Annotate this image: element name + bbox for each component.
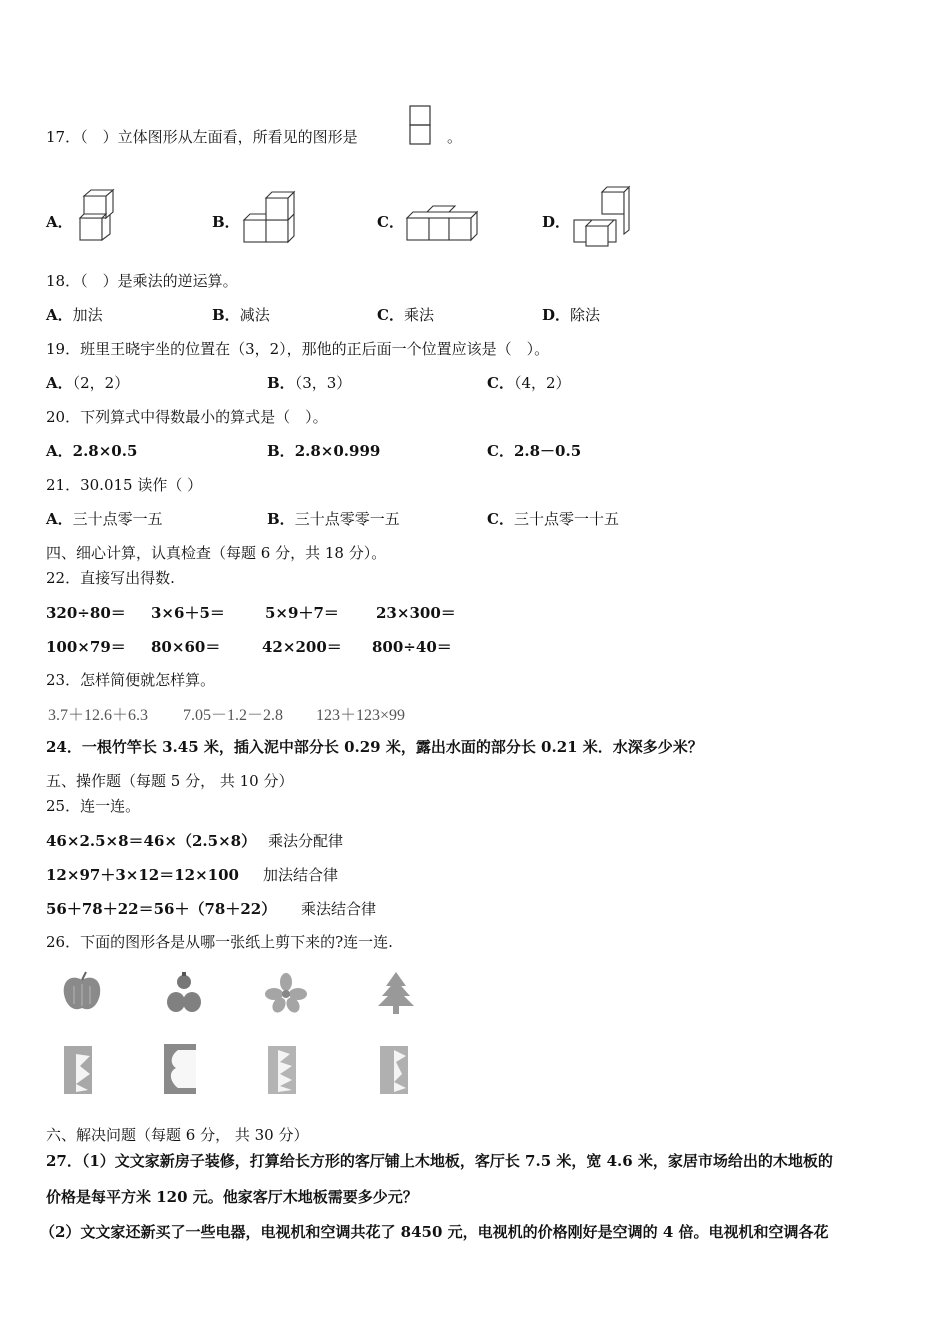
q20-option-a[interactable] bbox=[46, 441, 137, 461]
q19-option-a-text: （2，2） bbox=[72, 374, 130, 392]
q19-option-b[interactable] bbox=[267, 373, 351, 393]
q20-text: 20．下列算式中得数最小的算式是（ ）。 bbox=[46, 408, 328, 426]
q20-option-a-label: A． bbox=[46, 442, 73, 460]
q22-item: 42×200＝ bbox=[262, 638, 342, 656]
q17-text bbox=[46, 127, 358, 147]
q20-option-b-label: B． bbox=[267, 442, 295, 460]
q21-option-c[interactable] bbox=[487, 509, 619, 529]
q18-text: 18．（ ）是乘法的逆运算。 bbox=[46, 272, 238, 290]
q25-law[interactable]: 乘法分配律 bbox=[268, 832, 344, 850]
q19-option-c-text: （4，2） bbox=[513, 374, 571, 392]
q21-text: 21．30.015 读作（ ） bbox=[46, 476, 203, 494]
q18-option-c-label: C． bbox=[377, 306, 404, 324]
gourd-shape-icon[interactable] bbox=[164, 970, 204, 1016]
q20-option-b-text: 2.8×0.999 bbox=[294, 442, 381, 460]
q23-expression: 3.7＋12.6＋6.3 bbox=[48, 707, 149, 724]
q22-text: 22．直接写出得数. bbox=[46, 569, 175, 587]
q18-option-c-text: 乘法 bbox=[403, 306, 434, 324]
apple-shape-icon[interactable] bbox=[60, 970, 104, 1014]
q25-law[interactable]: 加法结合律 bbox=[263, 866, 339, 884]
q20-option-a-text: 2.8×0.5 bbox=[72, 442, 138, 460]
q17-option-a-label[interactable]: A． bbox=[46, 213, 73, 231]
q25-law[interactable]: 乘法结合律 bbox=[301, 900, 377, 918]
q27-line-2: 价格是每平方米 120 元。他家客厅木地板需要多少元？ bbox=[46, 1188, 418, 1206]
q17-option-c-label[interactable]: C． bbox=[377, 213, 404, 231]
q19-option-c-label: C． bbox=[487, 374, 514, 392]
q18-option-b-text: 减法 bbox=[239, 306, 270, 324]
q18-option-d[interactable] bbox=[542, 305, 600, 325]
q21-option-b-text: 三十点零零一五 bbox=[294, 510, 400, 528]
q21-option-b[interactable] bbox=[267, 509, 400, 529]
q17-option-a-cubes bbox=[76, 184, 116, 244]
q17-left-view-figure bbox=[409, 105, 431, 147]
q27-line-1: 27．（1）文文家新房子装修，打算给长方形的客厅铺上木地板，客厅长 7.5 米，宽 4.6 米，家居市场给出的木地板的 bbox=[46, 1152, 833, 1170]
section-4-heading: 四、细心计算，认真检查（每题 6 分，共 18 分）。 bbox=[46, 544, 387, 562]
q17-option-d-label[interactable]: D． bbox=[542, 213, 571, 231]
section-5-heading: 五、操作题（每题 5 分， 共 10 分） bbox=[46, 772, 294, 790]
q21-option-c-text: 三十点零一十五 bbox=[513, 510, 619, 528]
q25-expression: 56＋78＋22＝56＋（78＋22） bbox=[46, 900, 277, 918]
paper-cutout-3-icon[interactable] bbox=[266, 1044, 300, 1096]
q18-option-b-label: B． bbox=[212, 306, 240, 324]
q24-text: 24．一根竹竿长 3.45 米，插入泥中部分长 0.29 米，露出水面的部分长 0.21 米．水深多少米？ bbox=[46, 738, 703, 756]
q22-item: 5×9＋7＝ bbox=[265, 604, 339, 622]
q23-text: 23．怎样简便就怎样算。 bbox=[46, 671, 216, 689]
q25-expression: 46×2.5×8＝46×（2.5×8） bbox=[46, 832, 257, 850]
q22-item: 23×300＝ bbox=[376, 604, 456, 622]
q19-text: 19．班里王晓宇坐的位置在（3，2），那他的正后面一个位置应该是（ ）。 bbox=[46, 340, 550, 358]
q17-tail: 。 bbox=[447, 128, 463, 146]
q19-option-a[interactable] bbox=[46, 373, 129, 393]
q18-option-a-text: 加法 bbox=[72, 306, 103, 324]
q22-item: 320÷80＝ bbox=[46, 604, 126, 622]
q18-option-a-label: A． bbox=[46, 306, 73, 324]
q19-option-a-label: A． bbox=[46, 374, 73, 392]
q17-option-b-cubes bbox=[242, 192, 297, 246]
tree-shape-icon[interactable] bbox=[376, 970, 416, 1016]
q22-item: 80×60＝ bbox=[151, 638, 221, 656]
q18-option-c[interactable] bbox=[377, 305, 434, 325]
paper-cutout-4-icon[interactable] bbox=[378, 1044, 412, 1096]
q17-option-c-cubes bbox=[405, 206, 480, 244]
q20-option-c-label: C． bbox=[487, 442, 514, 460]
q17-stem: 17．（ ）立体图形从左面看，所看见的图形是 bbox=[46, 128, 358, 146]
q21-option-c-label: C． bbox=[487, 510, 514, 528]
q25-expression: 12×97＋3×12＝12×100 bbox=[46, 866, 239, 884]
q17-option-d-cubes bbox=[572, 184, 632, 248]
q25-text: 25．连一连。 bbox=[46, 797, 141, 815]
q19-option-b-label: B． bbox=[267, 374, 295, 392]
q23-expression: 123＋123×99 bbox=[316, 707, 406, 724]
q22-item: 3×6＋5＝ bbox=[151, 604, 225, 622]
q20-option-c-text: 2.8－0.5 bbox=[513, 442, 582, 460]
q26-text: 26．下面的图形各是从哪一张纸上剪下来的?连一连. bbox=[46, 933, 393, 951]
q23-expression: 7.05－1.2－2.8 bbox=[183, 707, 284, 724]
q18-option-d-label: D． bbox=[542, 306, 571, 324]
q21-option-a[interactable] bbox=[46, 509, 163, 529]
q20-option-c[interactable] bbox=[487, 441, 581, 461]
q19-option-b-text: （3，3） bbox=[294, 374, 352, 392]
q18-option-a[interactable] bbox=[46, 305, 103, 325]
section-6-heading: 六、解决问题（每题 6 分， 共 30 分） bbox=[46, 1126, 309, 1144]
q18-option-b[interactable] bbox=[212, 305, 270, 325]
q22-item: 800÷40＝ bbox=[372, 638, 452, 656]
q21-option-b-label: B． bbox=[267, 510, 295, 528]
paper-cutout-2-icon[interactable] bbox=[162, 1042, 198, 1096]
q21-option-a-label: A． bbox=[46, 510, 73, 528]
q17-option-b-label[interactable]: B． bbox=[212, 213, 240, 231]
q18-option-d-text: 除法 bbox=[570, 306, 601, 324]
q27-line-3: （2）文文家还新买了一些电器，电视机和空调共花了 8450 元，电视机的价格刚好是空调的 4 倍。电视机和空调各花 bbox=[40, 1223, 829, 1241]
q22-item: 100×79＝ bbox=[46, 638, 126, 656]
flower-shape-icon[interactable] bbox=[264, 972, 308, 1014]
q21-option-a-text: 三十点零一五 bbox=[72, 510, 163, 528]
paper-cutout-1-icon[interactable] bbox=[62, 1044, 96, 1096]
q20-option-b[interactable] bbox=[267, 441, 380, 461]
q19-option-c[interactable] bbox=[487, 373, 571, 393]
